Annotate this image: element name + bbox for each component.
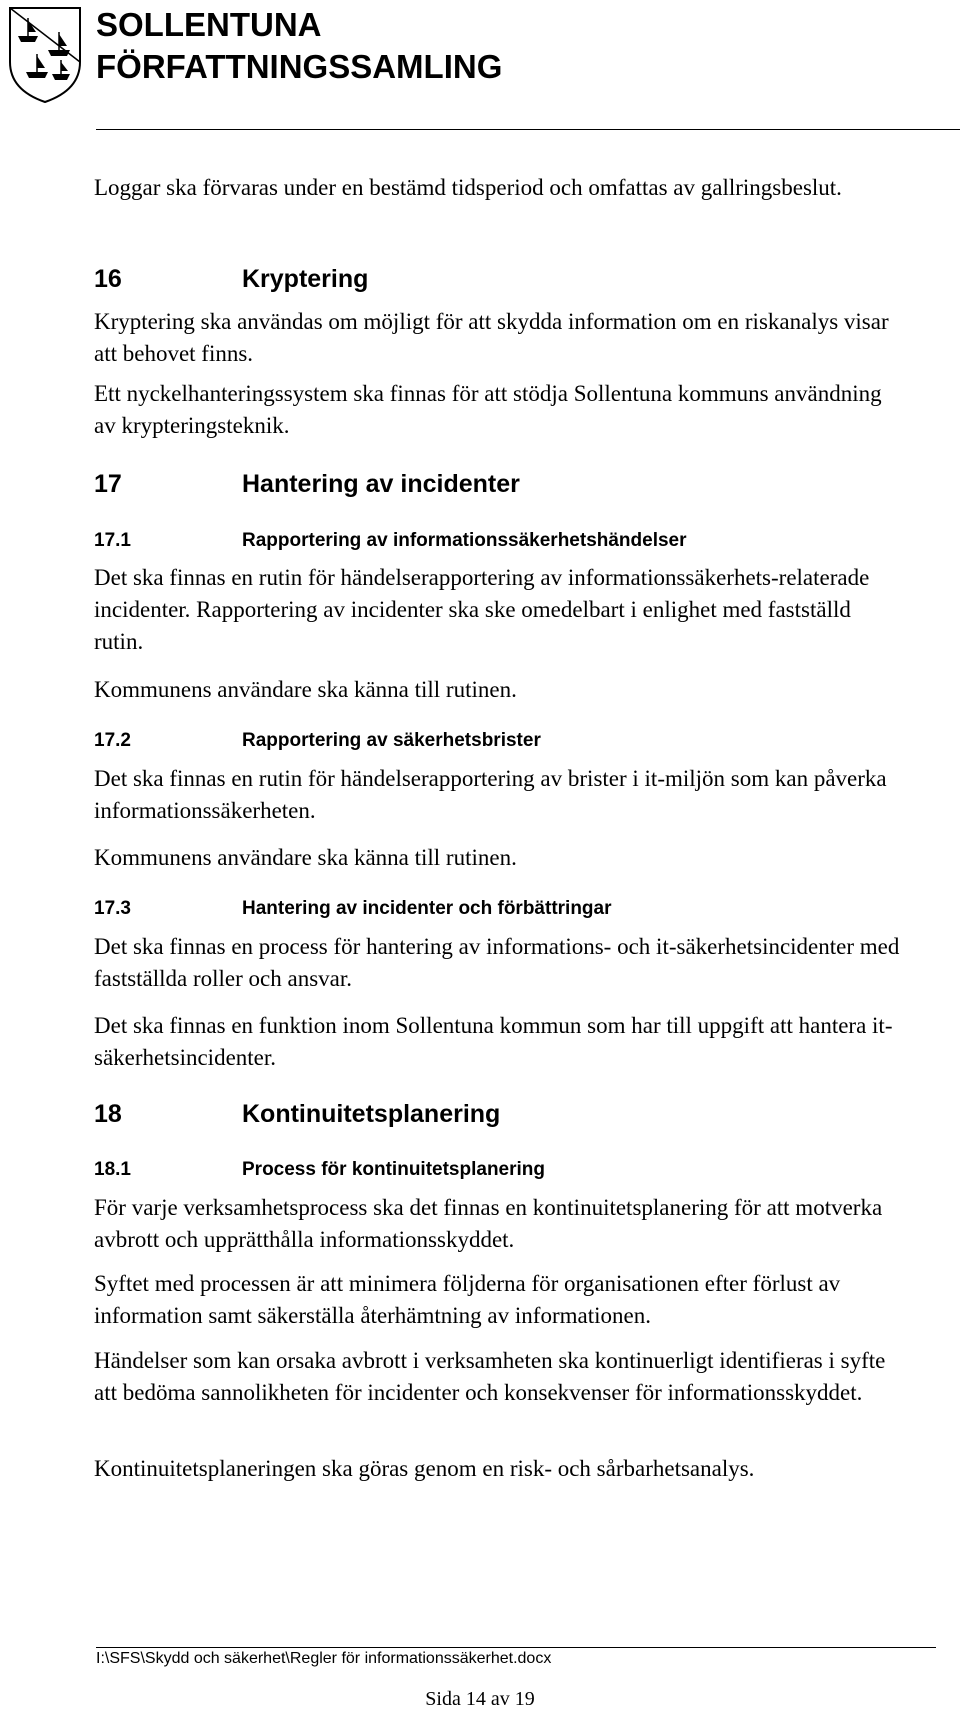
subsection-number: 17.1 [94,530,131,551]
paragraph: Det ska finnas en funktion inom Sollentuna kommun som har till uppgift att hantera it-säkerhetsincidenter. [94,1013,893,1070]
section-number: 17 [94,470,122,498]
section-18-heading [94,1098,900,1130]
subsection-17-3-heading [94,895,900,923]
subsection-title: Rapportering av informationssäkerhetshändelser [242,530,687,551]
paragraph: Kommunens användare ska känna till rutinen. [94,845,517,870]
paragraph: Syftet med processen är att minimera följderna för organisationen efter förlust av information samt säkerställa återhämtning av informationen. [94,1271,841,1328]
org-name-line2: FÖRFATTNINGSSAMLING [96,48,503,85]
paragraph: Det ska finnas en rutin för händelserapportering av brister i it-miljön som kan påverka informationssäkerheten. [94,766,887,823]
paragraph: För varje verksamhetsprocess ska det finnas en kontinuitetsplanering för att motverka avbrott och upprätthålla informationsskyddet. [94,1195,883,1252]
footer-file-path: I:\SFS\Skydd och säkerhet\Regler för informationssäkerhet.docx [96,1650,552,1667]
section-title: Hantering av incidenter [242,470,520,498]
subsection-17-2-heading [94,727,900,755]
section-17-heading [94,468,900,500]
header-divider [96,129,960,130]
paragraph: Det ska finnas en process för hantering av informations- och it-säkerhetsincidenter med fastställda roller och ansvar. [94,934,900,991]
subsection-title: Hantering av incidenter och förbättringar [242,898,612,919]
subsection-number: 17.2 [94,730,131,751]
document-series-title [96,4,502,88]
coat-of-arms-logo-icon [4,4,86,104]
paragraph: Kryptering ska användas om möjligt för att skydda information om en riskanalys visar att behovet finns. [94,309,889,366]
subsection-17-1-heading [94,527,900,555]
paragraph: Händelser som kan orsaka avbrott i verksamheten ska kontinuerligt identifieras i syfte att bedöma sannolikheten för incidenter och konsekvenser för informationsskyddet. [94,1348,886,1405]
subsection-18-1-heading [94,1156,900,1184]
paragraph: Det ska finnas en rutin för händelserapportering av informationssäkerhets-relaterade incidenter. Rapportering av incidenter ska ske omedelbart i enlighet med fastställd rutin. [94,565,870,654]
subsection-title: Rapportering av säkerhetsbrister [242,730,541,751]
subsection-number: 17.3 [94,898,131,919]
paragraph: Kommunens användare ska känna till rutinen. [94,677,517,702]
footer-divider [96,1647,936,1648]
section-title: Kontinuitetsplanering [242,1100,501,1128]
intro-paragraph: Loggar ska förvaras under en bestämd tidsperiod och omfattas av gallringsbeslut. [94,175,842,200]
org-name-line1: SOLLENTUNA [96,6,322,43]
subsection-number: 18.1 [94,1159,131,1180]
section-number: 16 [94,265,122,293]
paragraph: Kontinuitetsplaneringen ska göras genom en risk- och sårbarhetsanalys. [94,1456,755,1481]
section-16-heading [94,263,900,295]
section-number: 18 [94,1100,122,1128]
section-title: Kryptering [242,265,369,293]
paragraph: Ett nyckelhanteringssystem ska finnas för att stödja Sollentuna kommuns användning av krypteringsteknik. [94,381,882,438]
subsection-title: Process för kontinuitetsplanering [242,1159,545,1180]
page-number: Sida 14 av 19 [425,1688,535,1710]
